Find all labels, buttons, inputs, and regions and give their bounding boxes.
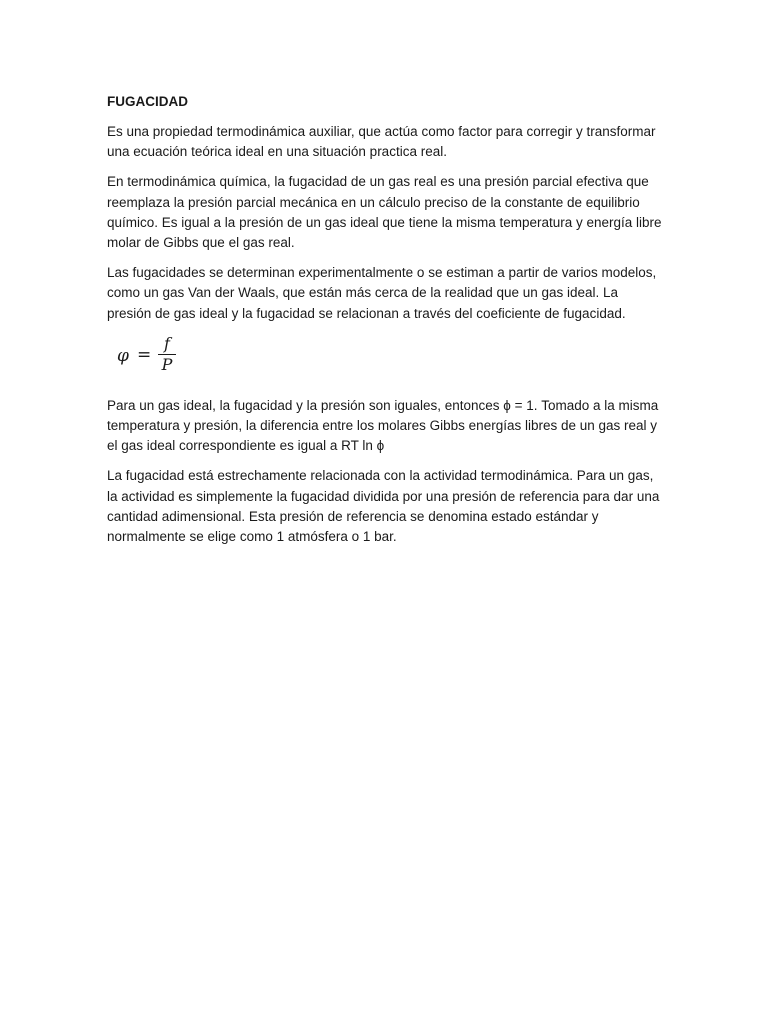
- formula-equals: =: [137, 344, 152, 365]
- formula-fraction: [157, 334, 177, 375]
- paragraph-activity: La fugacidad está estrechamente relacionada con la actividad termodinámica. Para un gas, la actividad es simplemente la fugacidad dividida por una presión de referencia para dar una cantidad adimensional. Esta presión de referencia se denomina estado estándar y normalmente se elige como 1 atmósfera o 1 bar.: [107, 468, 660, 545]
- fugacity-coefficient-formula: [117, 334, 663, 384]
- paragraph-definition: Es una propiedad termodinámica auxiliar, que actúa como factor para corregir y transformar una ecuación teórica ideal en una situación practica real.: [107, 124, 656, 160]
- formula-lhs: φ: [117, 345, 129, 366]
- formula-numerator: f: [164, 333, 170, 353]
- paragraph-ideal-gas: Para un gas ideal, la fugacidad y la presión son iguales, entonces ϕ = 1. Tomado a la misma temperatura y presión, la diferencia entre los molares Gibbs energías libres de un gas real y el gas ideal correspondiente es igual a RT ln ϕ: [107, 397, 659, 454]
- formula-denominator: P: [161, 354, 173, 374]
- paragraph-chemical-thermodynamics: En termodinámica química, la fugacidad de un gas real es una presión parcial efectiva que reemplaza la presión parcial mecánica en un cálculo preciso de la constante de equilibrio químico. Es igual a la presión de un gas ideal que tiene la misma temperatura y energía libre molar de Gibbs que el gas real.: [107, 174, 662, 251]
- document-title: FUGACIDAD: [107, 94, 188, 109]
- paragraph-determination: Las fugacidades se determinan experimentalmente o se estiman a partir de varios modelos, como un gas Van der Waals, que están más cerca de la realidad que un gas ideal. La presión de gas ideal y la fugacidad se relacionan a través del coeficiente de fugacidad.: [107, 265, 657, 321]
- document-body: [107, 92, 663, 557]
